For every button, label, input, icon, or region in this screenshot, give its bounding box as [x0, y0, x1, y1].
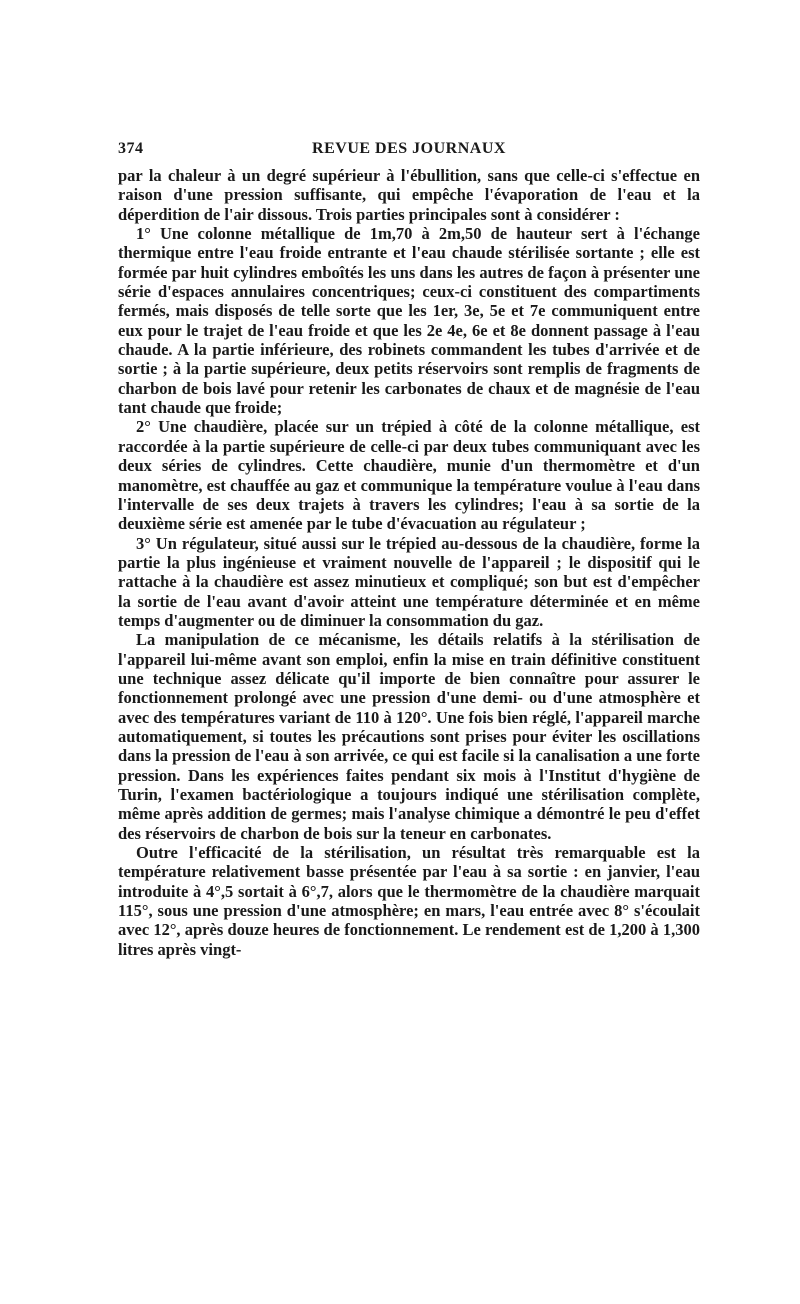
paragraph-item-3: 3° Un régulateur, situé aussi sur le trépied au-dessous de la chaudière, forme la partie la plus ingénieuse et vraiment nouvelle de l'appareil ; le dispositif qui le rattache à la chaudière est assez minutieux et compliqué; son but est d'empêcher la sortie de l'eau avant d'avoir atteint une température déterminée et en même temps d'augmenter ou de diminuer la consommation du gaz.	[118, 533, 700, 630]
page-number: 374	[118, 140, 144, 157]
paragraph-results: Outre l'efficacité de la stérilisation, un résultat très remarquable est la température relativement basse présentée par l'eau à sa sortie : en janvier, l'eau introduite à 4°,5 sortait à 6°,7, alors que le thermomètre de la chaudière marquait 115°, sous une pression d'une atmosphère; en mars, l'eau entrée avec 8° s'écoulait avec 12°, après douze heures de fonctionnement. Le rendement est de 1,200 à 1,300 litres après vingt-	[118, 843, 700, 959]
paragraph-manipulation: La manipulation de ce mécanisme, les détails relatifs à la stérilisation de l'appareil lui-même avant son emploi, enfin la mise en train définitive constituent une technique assez délicate qu'il importe de bien connaître pour assurer le fonctionnement prolongé avec une pression d'une demi- ou d'une atmosphère et avec des températures variant de 110 à 120°. Une fois bien réglé, l'appareil marche automatiquement, si toutes les précautions sont prises pour éviter les oscillations dans la pression de l'eau à son arrivée, ce qui est facile si la canalisation a une forte pression. Dans les expériences faites pendant six mois à l'Institut d'hygiène de Turin, l'examen bactériologique a toujours indiqué une stérilisation complète, même après addition de germes; mais l'analyse chimique a démontré le peu d'effet des réservoirs de charbon de bois sur la teneur en carbonates.	[118, 630, 700, 843]
document-page	[118, 140, 700, 959]
paragraph-item-2: 2° Une chaudière, placée sur un trépied à côté de la colonne métallique, est raccordée à la partie supérieure de celle-ci par deux tubes communiquant avec les deux séries de cylindres. Cette chaudière, munie d'un thermomètre et d'un manomètre, est chauffée au gaz et communique la température voulue à l'eau dans l'intervalle de ses deux trajets à travers les cylindres; l'eau à sa sortie de la deuxième série est amenée par le tube d'évacuation au régulateur ;	[118, 417, 700, 534]
paragraph-continuation: par la chaleur à un degré supérieur à l'ébullition, sans que celle-ci s'effectue en raison d'une pression suffisante, qui empêche l'évaporation de l'eau et la déperdition de l'air dissous. Trois parties principales sont à considérer :	[118, 166, 700, 224]
paragraph-item-1: 1° Une colonne métallique de 1m,70 à 2m,50 de hauteur sert à l'échange thermique entre l'eau froide entrante et l'eau chaude stérilisée sortante ; elle est formée par huit cylindres emboîtés les uns dans les autres de façon à présenter une série d'espaces annulaires concentriques; ceux-ci constituent des compartiments fermés, mais disposés de telle sorte que les 1er, 3e, 5e et 7e communiquent entre eux pour le trajet de l'eau froide et que les 2e 4e, 6e et 8e donnent passage à l'eau chaude. A la partie inférieure, des robinets commandent les tubes d'arrivée et de sortie ; à la partie supérieure, deux petits réservoirs sont remplis de fragments de charbon de bois lavé pour retenir les carbonates de chaux et de magnésie de l'eau tant chaude que froide;	[118, 224, 700, 418]
running-title: REVUE DES JOURNAUX	[312, 140, 506, 157]
page-header	[118, 140, 700, 166]
